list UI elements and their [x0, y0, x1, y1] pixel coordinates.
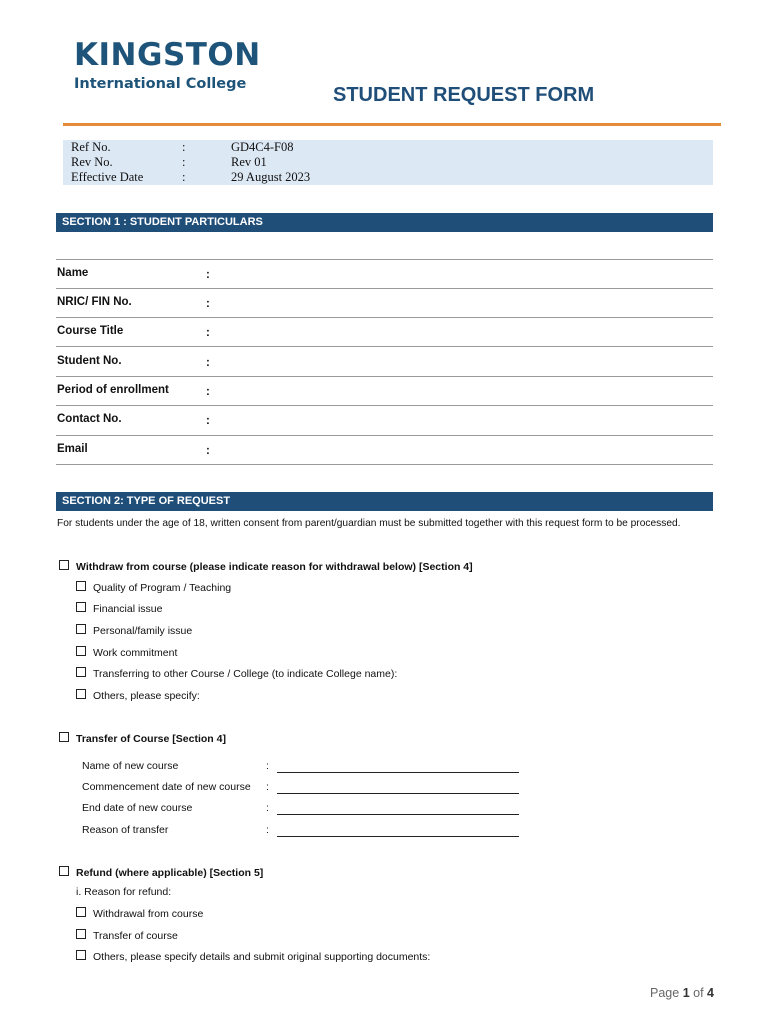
header-divider	[63, 123, 721, 126]
field-colon: :	[206, 386, 210, 398]
checkbox[interactable]	[76, 950, 86, 960]
meta-label: Rev No.	[71, 155, 113, 169]
field-label-period-of-enrollment: Period of enrollment	[57, 384, 169, 396]
transfer-field-colon: :	[266, 781, 269, 793]
refund-option[interactable]	[59, 866, 263, 880]
field-label-course-title: Course Title	[57, 325, 124, 337]
field-label-contact-no: Contact No.	[57, 413, 122, 425]
transfer-field-label: Reason of transfer	[82, 824, 169, 836]
option-label: Others, please specify details and submit original supporting documents:	[93, 951, 431, 963]
college-logo-subtitle: International College	[74, 76, 247, 92]
section2-heading: SECTION 2: TYPE OF REQUEST	[56, 492, 713, 511]
document-meta-box	[63, 140, 713, 185]
transfer-field-colon: :	[266, 824, 269, 836]
refund-reason-withdrawal[interactable]	[76, 907, 203, 921]
meta-value: 29 August 2023	[231, 170, 311, 184]
transfer-field-colon: :	[266, 760, 269, 772]
meta-row-effective-date	[63, 170, 713, 185]
withdraw-reason-financial[interactable]	[76, 602, 162, 616]
field-label-email: Email	[57, 443, 88, 455]
field-colon: :	[206, 327, 210, 339]
meta-value: Rev 01	[231, 155, 267, 169]
field-colon: :	[206, 298, 210, 310]
field-label-name: Name	[57, 267, 89, 279]
form-title: STUDENT REQUEST FORM	[333, 84, 595, 106]
checkbox[interactable]	[59, 732, 69, 742]
option-label: Quality of Program / Teaching	[93, 582, 232, 594]
transfer-field-label: End date of new course	[82, 802, 193, 814]
option-label: Financial issue	[93, 603, 163, 615]
field-divider	[56, 464, 713, 465]
refund-reason-transfer[interactable]	[76, 929, 178, 943]
checkbox[interactable]	[59, 866, 69, 876]
withdraw-reason-personal[interactable]	[76, 624, 192, 638]
meta-row-rev	[63, 155, 713, 170]
field-divider	[56, 346, 713, 347]
field-divider	[56, 376, 713, 377]
field-colon: :	[206, 415, 210, 427]
of-word: of	[693, 986, 704, 1000]
checkbox[interactable]	[76, 602, 86, 612]
meta-row-ref	[63, 140, 713, 155]
transfer-field-colon: :	[266, 802, 269, 814]
transfer-option[interactable]	[59, 732, 226, 746]
meta-colon: :	[182, 140, 186, 154]
field-divider	[56, 288, 713, 289]
page-number	[650, 985, 714, 1001]
meta-label: Ref No.	[71, 140, 111, 154]
withdraw-reason-others[interactable]	[76, 689, 200, 703]
new-course-name-input[interactable]	[277, 772, 519, 773]
option-label: Withdrawal from course	[93, 908, 204, 920]
meta-label: Effective Date	[71, 170, 144, 184]
transfer-reason-input[interactable]	[277, 836, 519, 837]
field-colon: :	[206, 357, 210, 369]
withdraw-reason-quality[interactable]	[76, 581, 231, 595]
transfer-field-label: Commencement date of new course	[82, 781, 251, 793]
field-divider	[56, 317, 713, 318]
meta-colon: :	[182, 170, 186, 184]
withdraw-reason-work[interactable]	[76, 646, 177, 660]
checkbox[interactable]	[76, 689, 86, 699]
refund-label: Refund (where applicable) [Section 5]	[76, 867, 264, 879]
withdraw-label: Withdraw from course (please indicate reason for withdrawal below) [Section 4]	[76, 561, 473, 573]
field-divider	[56, 405, 713, 406]
field-colon: :	[206, 445, 210, 457]
checkbox[interactable]	[76, 929, 86, 939]
transfer-label: Transfer of Course [Section 4]	[76, 733, 226, 745]
option-label: Others, please specify:	[93, 690, 200, 702]
meta-colon: :	[182, 155, 186, 169]
consent-note: For students under the age of 18, written consent from parent/guardian must be submitted together with this request form to be processed.	[57, 518, 681, 529]
field-label-student-no: Student No.	[57, 355, 122, 367]
checkbox[interactable]	[76, 907, 86, 917]
option-label: Transferring to other Course / College (to indicate College name):	[93, 668, 398, 680]
withdraw-option[interactable]	[59, 560, 473, 574]
section1-heading: SECTION 1 : STUDENT PARTICULARS	[56, 213, 713, 232]
current-page: 1	[682, 986, 690, 1000]
option-label: Work commitment	[93, 647, 178, 659]
page-word: Page	[650, 986, 680, 1000]
checkbox[interactable]	[76, 581, 86, 591]
refund-reason-label: i. Reason for refund:	[76, 886, 172, 898]
checkbox[interactable]	[76, 667, 86, 677]
field-colon: :	[206, 269, 210, 281]
option-label: Personal/family issue	[93, 625, 193, 637]
checkbox[interactable]	[59, 560, 69, 570]
field-label-nric: NRIC/ FIN No.	[57, 296, 132, 308]
transfer-field-label: Name of new course	[82, 760, 179, 772]
total-pages: 4	[707, 986, 714, 1000]
refund-reason-others[interactable]	[76, 950, 430, 964]
commencement-date-input[interactable]	[277, 793, 519, 794]
meta-value: GD4C4-F08	[231, 140, 294, 154]
withdraw-reason-transferring[interactable]	[76, 667, 397, 681]
checkbox[interactable]	[76, 646, 86, 656]
checkbox[interactable]	[76, 624, 86, 634]
field-divider	[56, 435, 713, 436]
field-divider	[56, 259, 713, 260]
end-date-input[interactable]	[277, 814, 519, 815]
college-logo-name: KINGSTON	[74, 37, 261, 73]
option-label: Transfer of course	[93, 930, 178, 942]
